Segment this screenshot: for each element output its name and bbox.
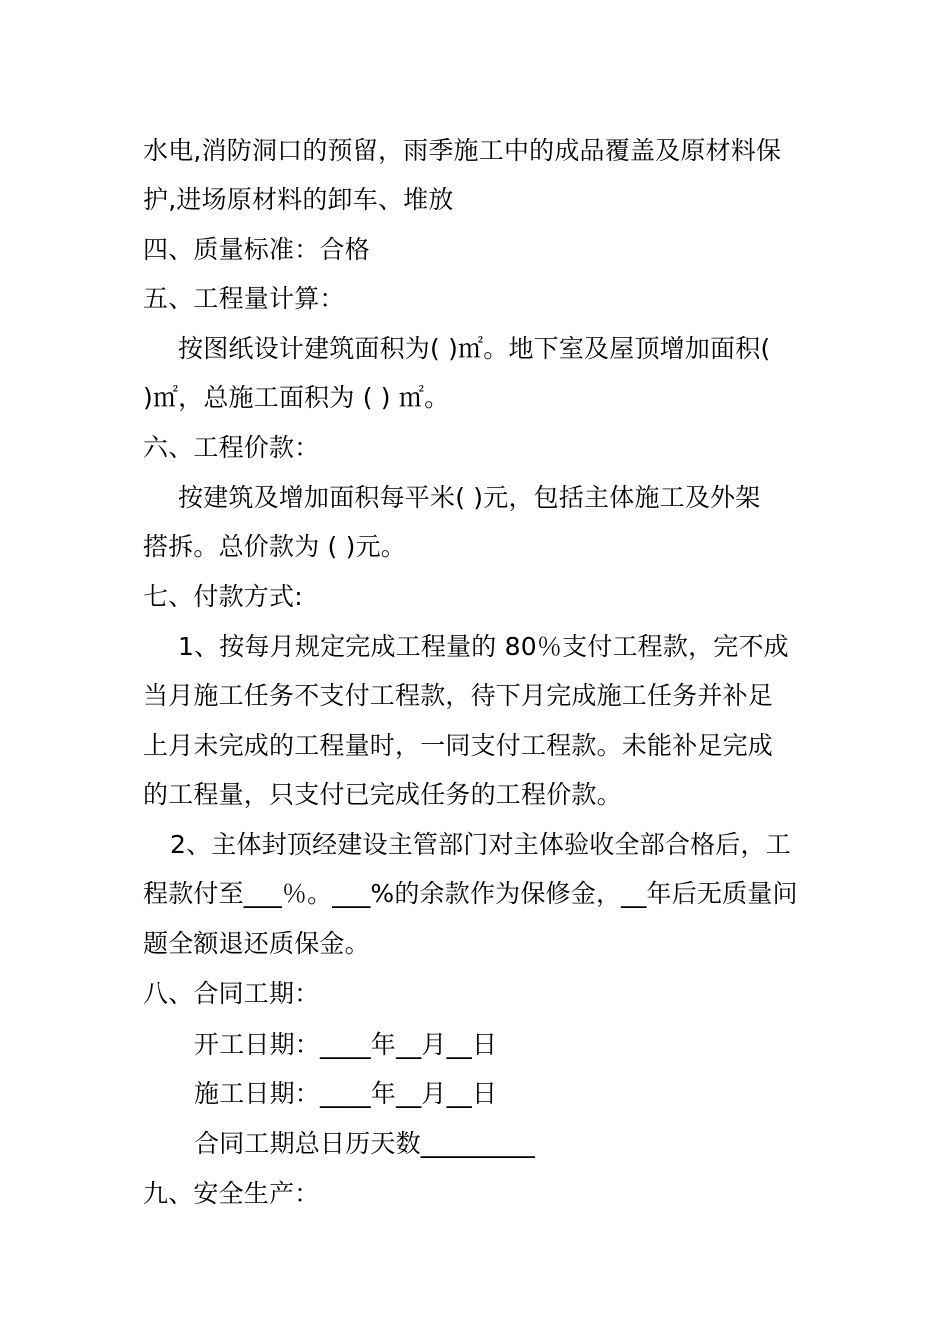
section-heading-payment: 七、付款方式:	[143, 582, 303, 611]
total-days-line: 合同工期总日历天数_________	[194, 1129, 536, 1158]
construction-date-line: 施工日期：____年__月__日	[194, 1079, 498, 1108]
text-line-1: 水电,消防洞口的预留，雨季施工中的成品覆盖及原材料保	[143, 136, 782, 165]
section-heading-quantity: 五、工程量计算：	[143, 284, 345, 313]
section-heading-price: 六、工程价款：	[143, 433, 320, 462]
section-heading-safety: 九、安全生产：	[143, 1179, 320, 1208]
text-line-11: 1、按每月规定完成工程量的 80％支付工程款，完不成	[178, 632, 789, 661]
section-heading-contract-period: 八、合同工期：	[143, 979, 320, 1008]
start-date-line: 开工日期：____年__月__日	[194, 1030, 498, 1059]
section-heading-quality: 四、质量标准：合格	[143, 235, 370, 264]
text-line-5: 按图纸设计建筑面积为( )㎡。地下室及屋顶增加面积(	[178, 334, 771, 363]
text-line-8: 按建筑及增加面积每平米( )元，包括主体施工及外架	[178, 483, 761, 512]
text-line-16: 程款付至___％。___%的余款作为保修金，__年后无质量问	[143, 879, 798, 908]
text-line-14: 的工程量，只支付已完成任务的工程价款。	[143, 780, 622, 809]
text-line-6: )㎡，总施工面积为 ( ) ㎡。	[143, 383, 450, 412]
text-line-17: 题全额退还质保金。	[143, 929, 370, 958]
text-line-2: 护,进场原材料的卸车、堆放	[143, 185, 454, 214]
text-line-9: 搭拆。总价款为 ( )元。	[143, 532, 407, 561]
text-line-13: 上月未完成的工程量时，一同支付工程款。未能补足完成	[143, 731, 774, 760]
text-line-12: 当月施工任务不支付工程款，待下月完成施工任务并补足	[143, 681, 774, 710]
text-line-15: 2、主体封顶经建设主管部门对主体验收全部合格后，工	[170, 830, 791, 859]
